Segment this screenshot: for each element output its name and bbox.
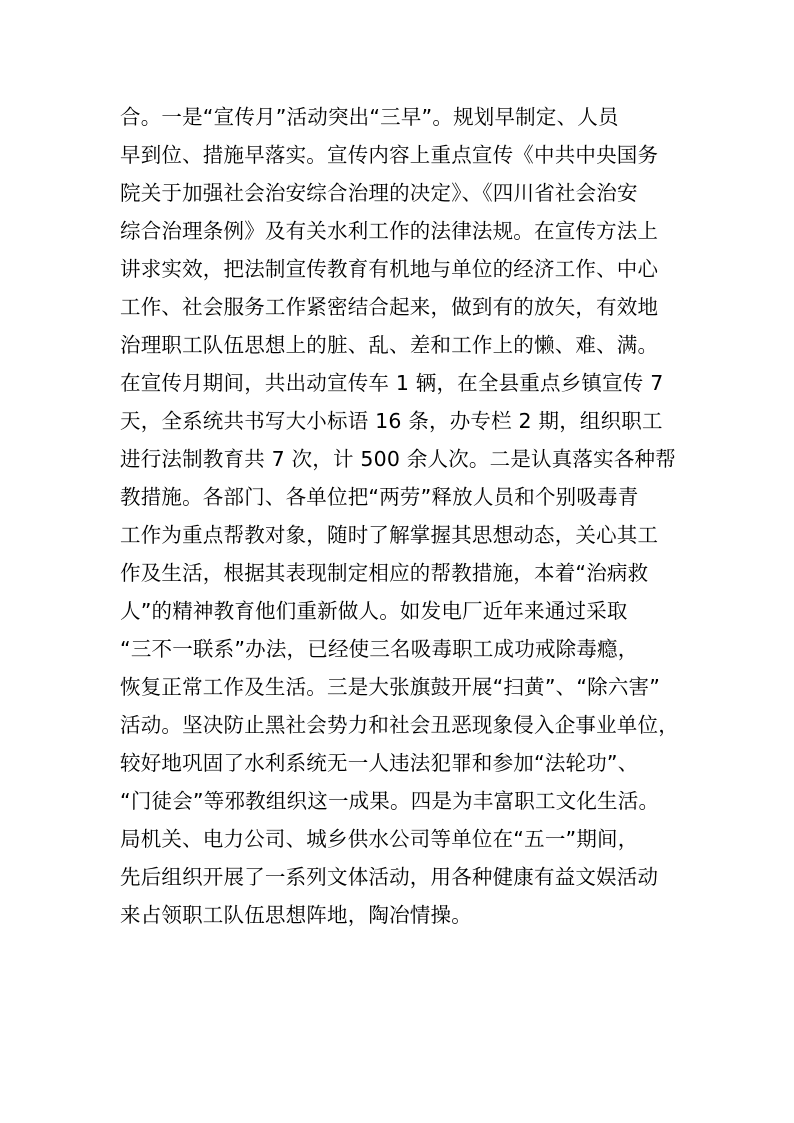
text-line: 先后组织开展了一系列文体活动，用各种健康有益文娱活动 bbox=[120, 865, 659, 889]
text-line: 较好地巩固了水利系统无一人违法犯罪和参加“法轮功”、 bbox=[120, 751, 639, 775]
text-line: 合。一是“宣传月”活动突出“三早”。规划早制定、人员 bbox=[120, 105, 619, 129]
text-line: 教措施。各部门、各单位把“两劳”释放人员和个别吸毒青 bbox=[120, 485, 639, 509]
text-line: “门徒会”等邪教组织这一成果。四是为丰富职工文化生活。 bbox=[120, 789, 660, 813]
text-line: “三不一联系”办法，已经使三名吸毒职工成功戒除毒瘾， bbox=[120, 637, 639, 661]
text-line: 作及生活，根据其表现制定相应的帮教措施，本着“治病救 bbox=[120, 561, 649, 585]
text-line: 综合治理条例》及有关水利工作的法律法规。在宣传方法上 bbox=[120, 219, 659, 243]
text-line: 在宣传月期间，共出动宣传车 1 辆，在全县重点乡镇宣传 7 bbox=[120, 371, 664, 395]
text-line: 工作、社会服务工作紧密结合起来，做到有的放矢，有效地 bbox=[120, 295, 659, 319]
text-line: 讲求实效，把法制宣传教育有机地与单位的经济工作、中心 bbox=[120, 257, 659, 281]
text-line: 恢复正常工作及生活。三是大张旗鼓开展“扫黄”、“除六害” bbox=[120, 675, 661, 699]
text-line: 进行法制教育共 7 次，计 500 余人次。二是认真落实各种帮 bbox=[120, 447, 676, 471]
text-line: 天，全系统共书写大小标语 16 条，办专栏 2 期，组织职工 bbox=[120, 409, 663, 433]
text-line: 院关于加强社会治安综合治理的决定》、《四川省社会治安 bbox=[120, 181, 638, 205]
text-line: 早到位、措施早落实。宣传内容上重点宣传《中共中央国务 bbox=[120, 143, 659, 167]
text-line: 人”的精神教育他们重新做人。如发电厂近年来通过采取 bbox=[120, 599, 628, 623]
text-line: 活动。坚决防止黑社会势力和社会丑恶现象侵入企事业单位， bbox=[120, 713, 679, 737]
text-line: 治理职工队伍思想上的脏、乱、差和工作上的懒、难、满。 bbox=[120, 333, 659, 357]
text-line: 来占领职工队伍思想阵地，陶冶情操。 bbox=[120, 903, 472, 927]
text-line: 局机关、电力公司、城乡供水公司等单位在“五一”期间， bbox=[120, 827, 639, 851]
body-paragraph bbox=[120, 98, 690, 934]
text-line: 工作为重点帮教对象，随时了解掌握其思想动态，关心其工 bbox=[120, 523, 659, 547]
